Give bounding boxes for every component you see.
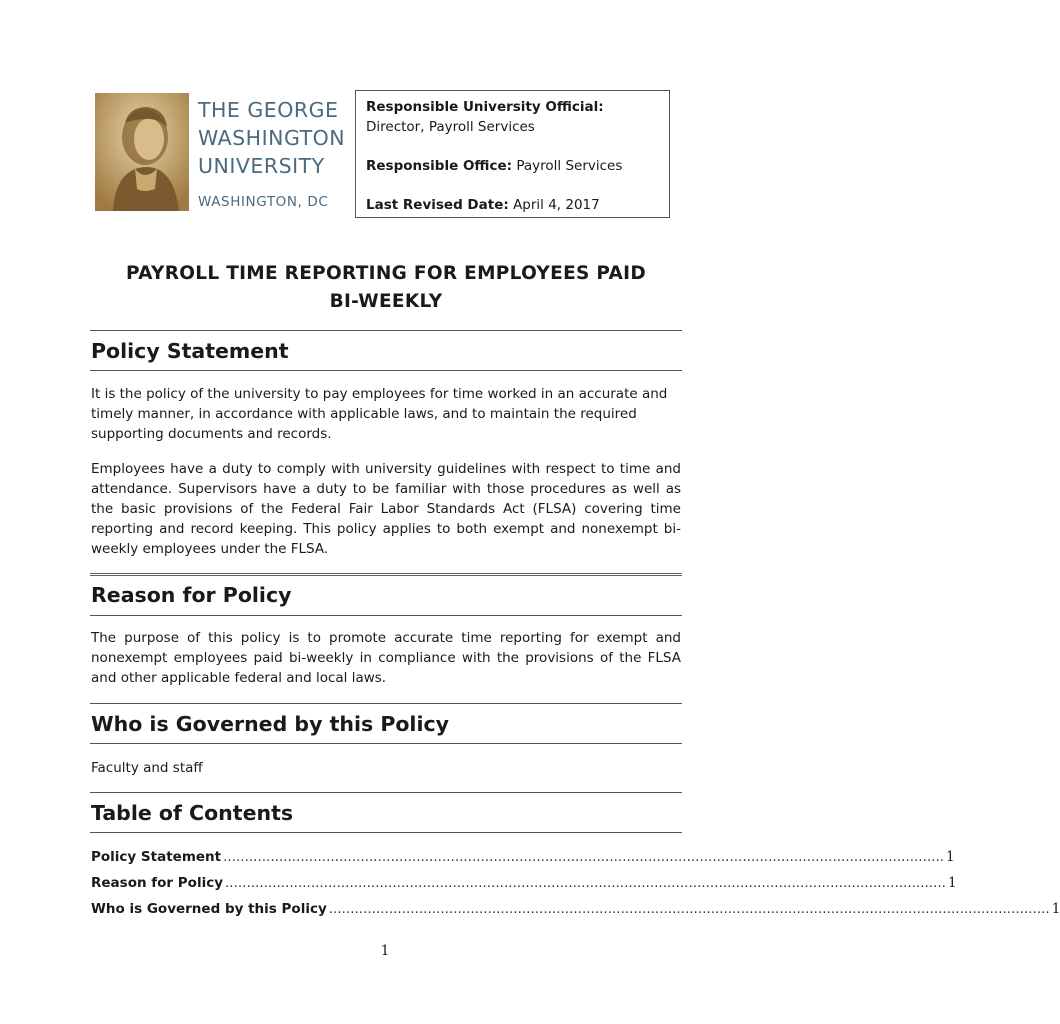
reason-heading: Reason for Policy <box>91 583 292 607</box>
toc-heading: Table of Contents <box>91 801 294 825</box>
official-value: Director, Payroll Services <box>366 119 535 135</box>
official-label: Responsible University Official: <box>366 99 604 115</box>
toc-entry-page: 1 <box>1051 901 1060 917</box>
toc-entry[interactable] <box>91 873 957 893</box>
toc-leader-dots: ........................................................................................................................................................................ <box>223 849 945 865</box>
governed-heading: Who is Governed by this Policy <box>91 712 449 736</box>
revised-label: Last Revised Date: <box>366 197 509 213</box>
revised-value: April 4, 2017 <box>513 197 600 213</box>
title-line-1: PAYROLL TIME REPORTING FOR EMPLOYEES PAID <box>126 263 646 284</box>
page-number: 1 <box>380 943 390 959</box>
reason-paragraph: The purpose of this policy is to promote accurate time reporting for exempt and nonexempt employees paid bi-weekly in compliance with the provisions of the FLSA and other applicable federal and local laws. <box>91 630 681 686</box>
policy-statement-paragraph-2: Employees have a duty to comply with university guidelines with respect to time and attendance. Supervisors have a duty to be familiar with those procedures as well as the basic provisions of the Federal Fair Labor Standards Act (FLSA) covering time reporting and record keeping. This policy applies to both exempt and nonexempt bi-weekly employees under the FLSA. <box>91 461 681 557</box>
toc-entry-label[interactable]: Reason for Policy <box>91 875 224 891</box>
divider <box>90 792 682 793</box>
divider <box>90 743 682 744</box>
title-line-2: BI-WEEKLY <box>329 291 443 312</box>
toc-leader-dots: ........................................................................................................................................................................ <box>225 875 946 891</box>
toc-entry-label[interactable]: Policy Statement <box>91 849 222 865</box>
policy-info-box <box>355 90 670 218</box>
logo-line-1: THE GEORGE <box>198 98 339 122</box>
logo-line-4: WASHINGTON, DC <box>198 194 329 210</box>
document-title <box>90 260 682 316</box>
toc-entry[interactable] <box>91 899 1060 919</box>
logo-line-2: WASHINGTON <box>198 126 346 150</box>
logo-line-3: UNIVERSITY <box>198 154 325 178</box>
toc-entry-page: 1 <box>947 875 957 891</box>
policy-statement-paragraph-1: It is the policy of the university to pay employees for time worked in an accurate and timely manner, in accordance with applicable laws, and to maintain the required supporting documents and records. <box>91 386 668 442</box>
office-value: Payroll Services <box>516 158 623 174</box>
george-washington-portrait-icon <box>95 93 189 211</box>
divider <box>90 370 682 371</box>
toc-leader-dots: ........................................................................................................................................................................ <box>328 901 1050 917</box>
office-label: Responsible Office: <box>366 158 513 174</box>
divider <box>90 573 682 576</box>
divider <box>90 832 682 833</box>
policy-statement-heading: Policy Statement <box>91 339 289 363</box>
divider <box>90 330 682 331</box>
divider <box>90 703 682 704</box>
university-logo <box>95 93 353 213</box>
governed-paragraph: Faculty and staff <box>91 760 203 776</box>
divider <box>90 615 682 616</box>
toc-entry[interactable] <box>91 847 955 867</box>
toc-entry-label[interactable]: Who is Governed by this Policy <box>91 901 327 917</box>
toc-entry-page: 1 <box>946 849 955 865</box>
